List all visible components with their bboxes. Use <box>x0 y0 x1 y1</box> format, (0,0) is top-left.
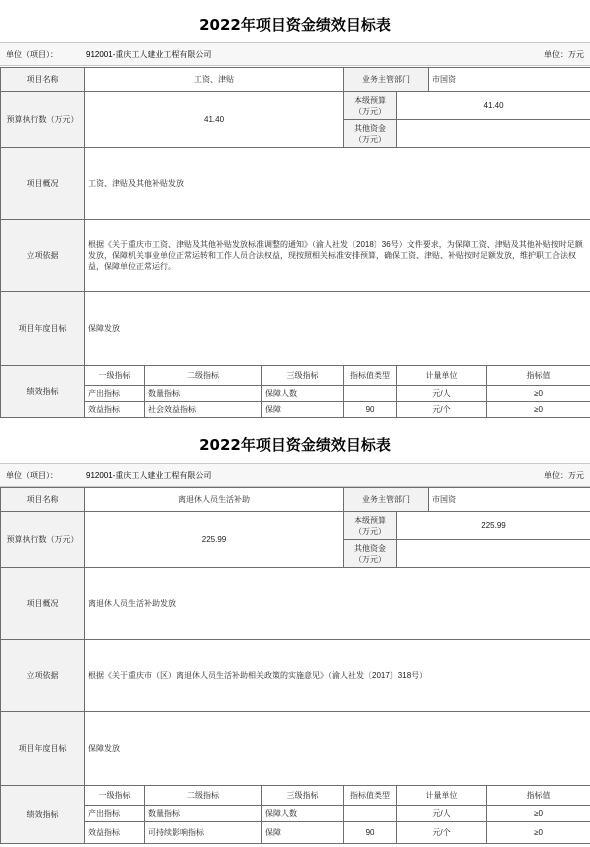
overview-label: 项目概况 <box>1 568 85 640</box>
perf-label: 绩效指标 <box>1 366 85 418</box>
cell: 可持续影响指标 <box>145 822 262 844</box>
header-cell: 二级指标 <box>145 366 262 386</box>
target-table <box>0 487 590 844</box>
unit-label: 单位（项目）： <box>6 471 58 480</box>
unit-value: 912001-重庆工人建业工程有限公司 <box>86 471 212 480</box>
fiscal-label: 本级预算（万元） <box>344 512 397 540</box>
header-cell: 一级指标 <box>85 786 145 806</box>
cell: 社会效益指标 <box>145 402 262 418</box>
other-label: 其他资金（万元） <box>344 120 397 148</box>
budget-total: 225.99 <box>85 512 344 568</box>
cell: 产出指标 <box>85 806 145 822</box>
goal-text: 保障发放 <box>85 712 590 786</box>
cell: 保障 <box>262 822 344 844</box>
header-cell: 指标值类型 <box>344 366 397 386</box>
basis-text: 根据《关于重庆市工资、津贴及其他补贴发放标准调整的通知》（渝人社发〔2018〕36号）文件要求，为保障工资、津贴及其他补贴按时足额发放，保障机关事业单位正常运转和工作人员合法权益，现按照相关标准安排预算，确保工资、津贴、补贴按时足额发放，维护职工合法权益，保障单位正常运行。 <box>85 220 590 292</box>
fiscal-label: 本级预算（万元） <box>344 92 397 120</box>
overview-text: 工资、津贴及其他补贴发放 <box>85 148 590 220</box>
dept-value: 市国资 <box>429 68 590 92</box>
dept-label: 业务主管部门 <box>344 488 429 512</box>
project-name-label: 项目名称 <box>1 68 85 92</box>
cell: 元/人 <box>397 386 487 402</box>
cell: 数量指标 <box>145 806 262 822</box>
fiscal-value: 41.40 <box>397 92 590 120</box>
cell: 90 <box>344 822 397 844</box>
overview-label: 项目概况 <box>1 148 85 220</box>
project-name-label: 项目名称 <box>1 488 85 512</box>
money-unit: 单位：万元 <box>544 471 584 480</box>
cell <box>344 806 397 822</box>
header-cell: 三级指标 <box>262 366 344 386</box>
dept-value: 市国资 <box>429 488 590 512</box>
header-cell: 二级指标 <box>145 786 262 806</box>
other-label: 其他资金（万元） <box>344 540 397 568</box>
budget-label: 预算执行数（万元） <box>1 512 85 568</box>
perf-label: 绩效指标 <box>1 786 85 844</box>
goal-label: 项目年度目标 <box>1 292 85 366</box>
fiscal-value: 225.99 <box>397 512 590 540</box>
cell: ≥0 <box>487 386 590 402</box>
cell: 元/个 <box>397 822 487 844</box>
dept-label: 业务主管部门 <box>344 68 429 92</box>
header-cell: 一级指标 <box>85 366 145 386</box>
sheet-title: 2022年项目资金绩效目标表 <box>199 16 391 34</box>
goal-text: 保障发放 <box>85 292 590 366</box>
goal-label: 项目年度目标 <box>1 712 85 786</box>
project-name: 离退休人员生活补助 <box>85 488 344 512</box>
cell: 保障人数 <box>262 386 344 402</box>
target-table <box>0 67 590 418</box>
unit-row <box>0 463 590 487</box>
project-name: 工资、津贴 <box>85 68 344 92</box>
unit-label: 单位（项目）： <box>6 50 58 59</box>
cell: 元/人 <box>397 806 487 822</box>
cell: ≥0 <box>487 402 590 418</box>
cell: 保障 <box>262 402 344 418</box>
header-cell: 指标值类型 <box>344 786 397 806</box>
sheet-title: 2022年项目资金绩效目标表 <box>199 436 391 454</box>
cell: 产出指标 <box>85 386 145 402</box>
cell: ≥0 <box>487 806 590 822</box>
other-value <box>397 120 590 148</box>
cell: 效益指标 <box>85 402 145 418</box>
basis-label: 立项依据 <box>1 220 85 292</box>
header-cell: 指标值 <box>487 786 590 806</box>
header-cell: 指标值 <box>487 366 590 386</box>
budget-label: 预算执行数（万元） <box>1 92 85 148</box>
basis-label: 立项依据 <box>1 640 85 712</box>
header-cell: 计量单位 <box>397 786 487 806</box>
overview-text: 离退休人员生活补助发放 <box>85 568 590 640</box>
unit-row <box>0 42 590 66</box>
header-cell: 三级指标 <box>262 786 344 806</box>
budget-total: 41.40 <box>85 92 344 148</box>
cell: 元/个 <box>397 402 487 418</box>
cell: 保障人数 <box>262 806 344 822</box>
money-unit: 单位：万元 <box>544 50 584 59</box>
cell: 90 <box>344 402 397 418</box>
cell <box>344 386 397 402</box>
basis-text: 根据《关于重庆市（区）离退休人员生活补助相关政策的实施意见》（渝人社发〔2017〕318号） <box>85 640 590 712</box>
cell: 数量指标 <box>145 386 262 402</box>
header-cell: 计量单位 <box>397 366 487 386</box>
cell: 效益指标 <box>85 822 145 844</box>
cell: ≥0 <box>487 822 590 844</box>
unit-value: 912001-重庆工人建业工程有限公司 <box>86 50 212 59</box>
other-value <box>397 540 590 568</box>
